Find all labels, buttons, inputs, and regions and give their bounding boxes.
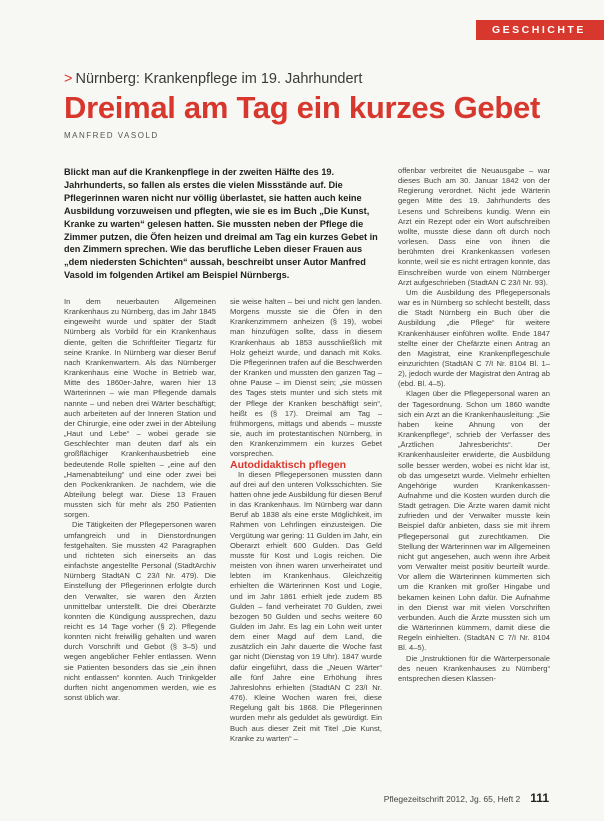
paragraph: offenbar verbreitet die Neuausgabe – war dieses Buch am 30. Januar 1842 von der Regierung verordnet. Nicht jede Wärterin gegen Mitte des 19. Jahrhunderts des Lesens und Schreibens kundig. Wenn ein Arzt ein Rezept oder ein Wort aufschreiben wollte, musste diese dann oft durch noch vorlesen. Dass eine von ihnen die berühmten drei Krankenkassen vorlesen konnte, weil sie es nicht ertragen konnte, das Einschreiben wurde von einem Nürnberger Arzt aufgeschrieben (StadtAN C 23/I Nr. 93). <box>398 166 550 287</box>
journal-citation: Pflegezeitschrift 2012, Jg. 65, Heft 2 <box>383 794 521 804</box>
page-number: 111 <box>530 791 549 805</box>
paragraph: In diesen Pflegepersonen mussten dann auf drei auf den unteren Volksschichten. Sie hatten ohne jede Ausbildung für diesen Beruf in das Krankenhaus. Im Nürnberg war dann Beruf ab 1838 als eine erste Möglichkeit, im Rahmen von Lehrlingen einzusteigen. Die Vergütung war gering: 11 Gulden im Jahr, ein Oberarzt erhielt 600 Gulden. Das Geld musste für Kost und Logis reichen. Die meisten von ihnen waren unverheiratet und lebten im Krankenhaus. Gleichzeitig erhielten die Wärterinnen Kost und Logie, und im Jahr 1861 erhielt jede zudem 85 Gulden – fand verheiratet 70 Gulden, zwei bezogen 50 Gulden und sechs weitere 60 Gulden im Jahr. Es lag ein Lohn weit unter dem einer Magd auf dem Land, die zusätzlich ein Jahr dauerte die Woche fast gar nicht (Dienstag von 19 Uhr). 1847 wurde dafür eingeführt, dass die „Neuen Wärter“ alle fünf Jahre eine Erhöhung ihres Jahreslohns erhielten (StadtAN C 23/I Nr. 476). Kleine Wochen waren frei, diese Regelung galt bis 1868. Die Pflegerinnen wurden mehr als geduldet als gewürdigt. Ein Buch aus dieser Zeit mit Titel „Die Kunst, Kranke zu warten“ – <box>230 469 382 743</box>
body-column-3 <box>398 166 550 779</box>
body-column-2 <box>230 297 382 779</box>
section-label: GESCHICHTE <box>492 24 586 36</box>
author: MANFRED VASOLD <box>64 131 159 140</box>
subheading: Autodidaktisch pflegen <box>230 458 347 471</box>
paragraph: sie weise halten – bei und nicht gen landen. Morgens musste sie die Öfen in den Krankenzimmern anheizen (§ 19), wobei man hinzufügen sollte, dass in diesem Krankenhaus ab 1853 ausschließlich mit Holz geheizt wurde, und danach mit Koks. Die Pflegerinnen trafen auf die Beschwerden der Kranken und mussten den ganzen Tag – ohne Pause – im Dienst sein; „sie müssen des Tages stets munter und sich stets mit der Pflege der Kranken beschäftigt sein“, heißt es (§ 17). Dreimal am Tag – frühmorgens, mittags und abends – musste sie, auch im protestantischen Nürnberg, in den Krankenzimmern ein kurzes Gebet vorsprechen. <box>230 297 382 459</box>
paragraph: Die Tätigkeiten der Pflegepersonen waren umfangreich und in Dienstordnungen festgehalten. Sie mussten 42 Paragraphen und richteten sich einerseits an das einfachste angestellte Personal (StadtArchiv Nürnberg StadtAN C 23/I Nr. 479). Die Einstellung der Pflegerinnen erfolgte durch den Verwalter, sie waren den Ärzten unmittelbar unterstellt. Die drei Oberärzte konnten die Kündigung aussprechen, dazu reicht es 14 Tage vorher (§ 2). Pflegende konnten nicht freiwillig gehalten und waren durch Vorschrift und Gebot (§ 3–5) und wegen angeblicher Fehler entlassen. Wenn sie Patienten besonders das sie „ein ihnen nicht entlassen“ konnten. Auch Trinkgelder durften nicht angenommen werden, wie es sonst üblich war. <box>64 520 216 703</box>
paragraph: In dem neuerbauten Allgemeinen Krankenhaus zu Nürnberg, das im Jahr 1845 eingeweiht wurde und später der Stadt Nürnberg als Vorbild für ein Krankenhaus diente, gelten die Schriftleiter Tiegartz für seine Kranke. In Nürnberg war dieser Beruf nach Krankenwartern. Als das Nürnberger Krankenhaus eine Woche in Betrieb war, Mitte des 1860er-Jahre, waren hier 13 Wärterinnen – wie man Pflegende damals nannte – und neben drei Wärter beschäftigt; auch arbeiteten auf der Inneren Station und der Chirurgie, eine oder zwei in der Abteilung „Haut und Lebe“ – wobei gerade sie Geschlechter man deuten darf als ein großflächiger Krankenhausbetrieb eine bedeutende Rolle spielten – „eine auf den „Hamenabteilung“ und eine oder zwei bei den Pockenkranken. Je nachdem, wie die Abteilung belegt war. Diese 13 Frauen mussten sich für mehr als 250 Patienten sorgen. <box>64 297 216 520</box>
lead-paragraph: Blickt man auf die Krankenpflege in der zweiten Hälfte des 19. Jahrhunderts, so fallen als erstes die vielen Missstände auf. Die Pflegerinnen waren nicht nur völlig überlastet, sie hatten auch keine Ausbildung vorzuweisen und pflegten, wie sie es im Buch „Die Kunst, Kranke zu warten“ gelesen hatten. Sie mussten neben der Pflege die Zimmer putzen, die Öfen heizen und dreimal am Tag ein kurzes Gebet in den Zimmern sprechen. Wie das berufliche Leben dieser Frauen aus „dem niedersten Schichten“ aussah, beschreibt unser Autor Manfred Vasold im folgenden Artikel am Beispiel Nürnbergs. <box>64 167 378 281</box>
kicker-arrow-icon: > <box>64 71 73 87</box>
section-tag <box>476 20 604 40</box>
paragraph: Die „Instruktionen für die Wärterpersonale des neuen Krankenhauses zu Nürnberg“ entsprechen diesen Klassen- <box>398 653 550 683</box>
body-column-1 <box>64 297 216 779</box>
page-footer <box>384 791 549 805</box>
paragraph: Um die Ausbildung des Pflegepersonals war es in Nürnberg so schlecht bestellt, dass die Stadt Nürnberg ein Buch über die Ausbildung „die Pflege“ für weitere Krankenhäuser einführen wollte. Ende 1847 stellte einer der Chefärzte einen Antrag an den Magistrat, eine Krankenpflegeschule einzurichten (StadtAN C 7/I Nr. 8104 Bl. 1–2), jedoch wurde der Magistrat den Antrag ab (ebd. Bl. 4–5). <box>398 287 550 389</box>
kicker-text: Nürnberg: Krankenpflege im 19. Jahrhundert <box>75 71 363 87</box>
headline: Dreimal am Tag ein kurzes Gebet <box>64 90 540 125</box>
paragraph: Klagen über die Pflegepersonal waren an der Tagesordnung. Schon um 1860 wandte sich ein Arzt an die Krankenhausleitung: „Sie haben keine Ahnung von der Krankenpflege“, schrieb der Verfasser des „Ärztlichen Jahresberichts“. Der Krankenhausleiter erwiderte, die Ausbildung solle besser werden, wobei es nicht klar ist, ob das umgesetzt wurde. Vielmehr erhielten Angehörige wurden Krankenkassen-Aufnahme und die Kosten wurden durch die Stadt getragen. Die Ärzte waren damit nicht zufrieden und der Verwalter musste kein Beispiel dafür anbieten, dass sie mit ihrem Pflegepersonal gut zurechtkamen. Die Stellung der Wärterinnen war im Allgemeinen nicht gut angesehen, auch wenn ihre Arbeit vom Verwalter meist positiv beurteilt wurde. Vor allem die Wärterinnen kümmerten sich um die Kranken mit großer Hingabe und bekamen keinen Lohn dafür. Die Aufnahme in den Dienst war mit vielen Vorschriften verbunden. Auch die Ärzte mussten sich um die Wärterinnen kümmern, damit diese die Regeln einhielten. (StadtAN C 7/I Nr. 8104 Bl. 4–5). <box>398 389 550 653</box>
kicker <box>64 71 362 87</box>
